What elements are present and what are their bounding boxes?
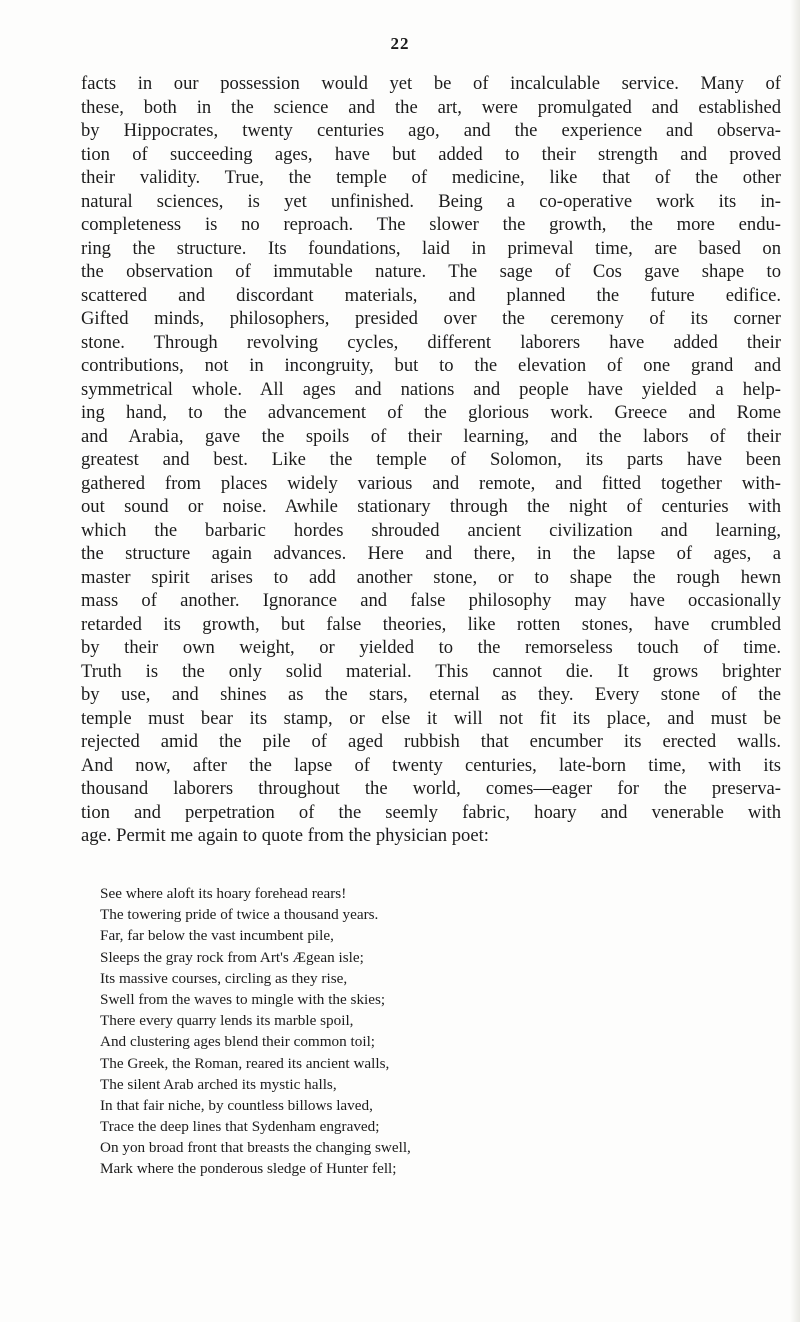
poem-line: Its massive courses, circling as they rise,: [100, 969, 348, 987]
prose-line: scattered and discordant materials, and planned the future edifice.: [81, 284, 781, 306]
prose-line: thousand laborers throughout the world, comes—eager for the preserva-: [81, 778, 781, 799]
poem-line: On yon broad front that breasts the changing swell,: [100, 1139, 411, 1157]
prose-line: these, both in the science and the art, were promulgated and established: [81, 96, 781, 118]
prose-line: ring the structure. Its foundations, laid in primeval time, are based on: [81, 237, 781, 259]
prose-line: contributions, not in incongruity, but to the elevation of one grand and: [81, 355, 781, 376]
poem-line: There every quarry lends its marble spoil,: [100, 1012, 354, 1030]
prose-line: stone. Through revolving cycles, different laborers have added their: [81, 331, 781, 353]
poem-line: The silent Arab arched its mystic halls,: [100, 1075, 337, 1093]
prose-line: Truth is the only solid material. This cannot die. It grows brighter: [81, 660, 781, 682]
poem-line: See where aloft its hoary forehead rears!: [100, 885, 347, 902]
prose-line: master spirit arises to add another stone, or to shape the rough hewn: [81, 566, 781, 588]
poem-line: Far, far below the vast incumbent pile,: [100, 927, 334, 945]
prose-line: the observation of immutable nature. The sage of Cos gave shape to: [81, 261, 781, 282]
page-number: 22: [390, 34, 410, 53]
prose-line: natural sciences, is yet unfinished. Being a co-operative work its in-: [81, 190, 781, 212]
prose-line: gathered from places widely various and remote, and fitted together with-: [81, 472, 781, 494]
poem-line: Sleeps the gray rock from Art's Ægean isle;: [100, 948, 364, 966]
prose-line: greatest and best. Like the temple of Solomon, its parts have been: [81, 449, 781, 470]
quoted-poem: [100, 883, 411, 1180]
prose-line: their validity. True, the temple of medicine, like that of the other: [81, 167, 781, 188]
prose-line: rejected amid the pile of aged rubbish that encumber its erected walls.: [81, 731, 781, 752]
prose-line: out sound or noise. Awhile stationary through the night of centuries with: [81, 496, 781, 517]
prose-line: facts in our possession would yet be of incalculable service. Many of: [81, 73, 781, 94]
prose-line: by their own weight, or yielded to the remorseless touch of time.: [81, 637, 781, 658]
prose-line: and Arabia, gave the spoils of their learning, and the labors of their: [81, 425, 781, 447]
prose-line: tion of succeeding ages, have but added to their strength and proved: [81, 143, 781, 165]
prose-paragraph: [81, 72, 781, 848]
prose-line: completeness is no reproach. The slower the growth, the more endu-: [81, 214, 781, 235]
prose-line: symmetrical whole. All ages and nations and people have yielded a help-: [81, 378, 781, 400]
prose-line: by Hippocrates, twenty centuries ago, and the experience and observa-: [81, 120, 781, 141]
poem-line: The towering pride of twice a thousand years.: [100, 906, 379, 924]
poem-line: In that fair niche, by countless billows laved,: [100, 1096, 373, 1114]
prose-line: ing hand, to the advancement of the glorious work. Greece and Rome: [81, 402, 781, 423]
prose-line: tion and perpetration of the seemly fabric, hoary and venerable with: [81, 801, 781, 823]
prose-line: mass of another. Ignorance and false philosophy may have occasionally: [81, 590, 781, 611]
prose-line: Gifted minds, philosophers, presided over the ceremony of its corner: [81, 308, 781, 329]
prose-line: And now, after the lapse of twenty centuries, late-born time, with its: [81, 754, 781, 776]
poem-line: The Greek, the Roman, reared its ancient walls,: [100, 1054, 390, 1072]
poem-line: And clustering ages blend their common toil;: [100, 1033, 376, 1051]
poem-line: Mark where the ponderous sledge of Hunter fell;: [100, 1160, 397, 1178]
poem-line: Trace the deep lines that Sydenham engraved;: [100, 1118, 380, 1136]
prose-line: temple must bear its stamp, or else it will not fit its place, and must be: [81, 707, 781, 729]
poem-line: Swell from the waves to mingle with the skies;: [100, 990, 386, 1008]
prose-line: the structure again advances. Here and there, in the lapse of ages, a: [81, 543, 781, 564]
prose-line: by use, and shines as the stars, eternal as they. Every stone of the: [81, 684, 781, 705]
page-edge-shadow: [790, 0, 800, 1322]
prose-line: retarded its growth, but false theories, like rotten stones, have crumbled: [81, 613, 781, 635]
prose-line: age. Permit me again to quote from the physician poet:: [81, 825, 489, 846]
prose-line: which the barbaric hordes shrouded ancient civilization and learning,: [81, 519, 781, 541]
